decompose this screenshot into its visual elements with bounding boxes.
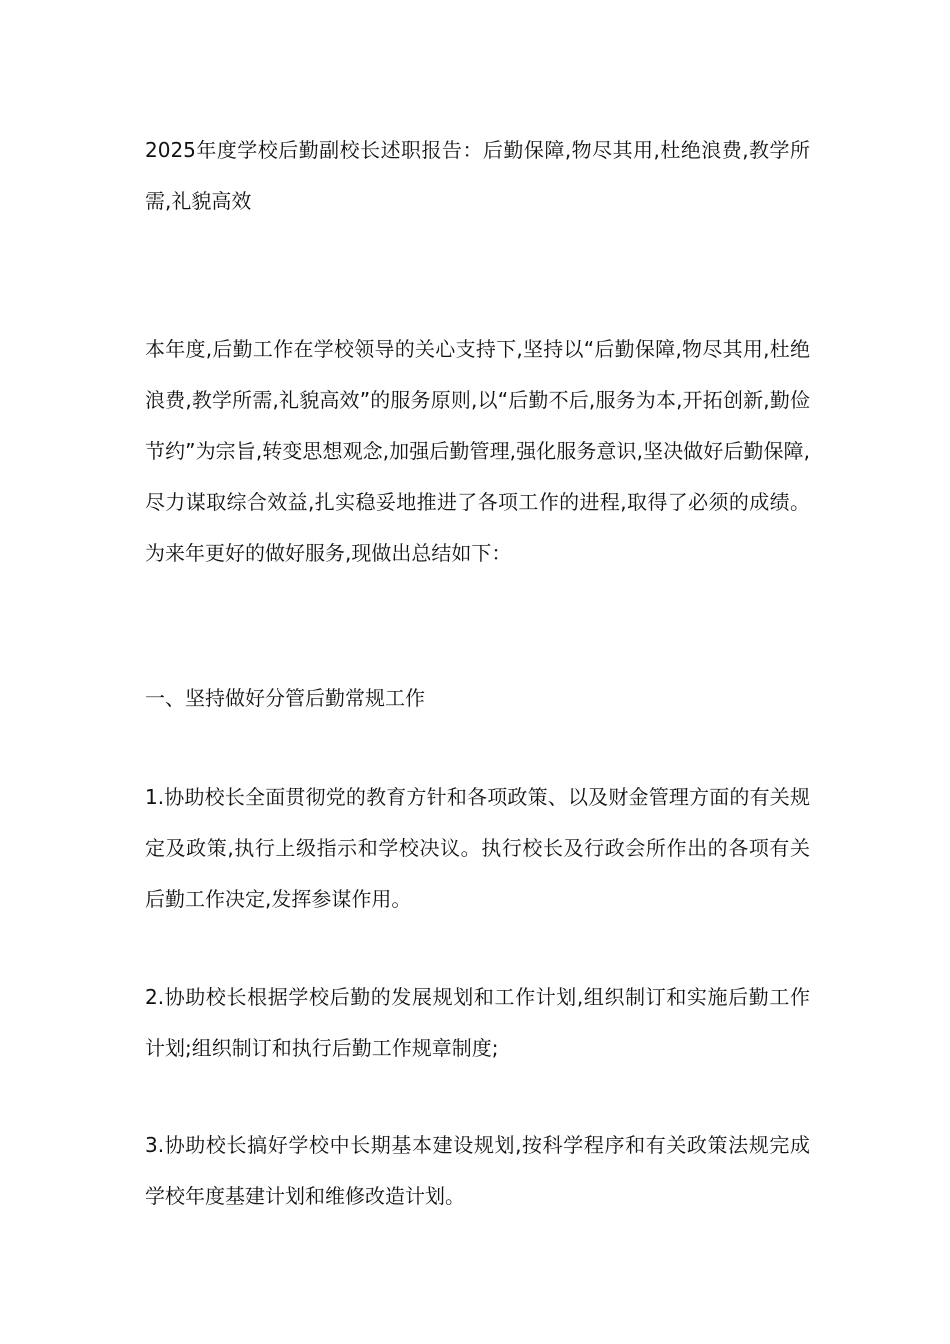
list-item: 1.协助校长全面贯彻党的教育方针和各项政策、以及财金管理方面的有关规定及政策,执行上级指示和学校决议。执行校长及行政会所作出的各项有关后勤工作决定,发挥参谋作用。: [145, 785, 810, 911]
intro-paragraph: 本年度,后勤工作在学校领导的关心支持下,坚持以“后勤保障,物尽其用,杜绝浪费,教学所需,礼貌高效”的服务原则,以“后勤不后,服务为本,开拓创新,勤俭节约”为宗旨,转变思想观念,加强后勤管理,强化服务意识,坚决做好后勤保障,尽力谋取综合效益,扎实稳妥地推进了各项工作的进程,取得了必须的成绩。为来年更好的做好服务,现做出总结如下：: [145, 337, 810, 565]
list-item: 2.协助校长根据学校后勤的发展规划和工作计划,组织制订和实施后勤工作计划;组织制订和执行后勤工作规章制度;: [145, 985, 810, 1060]
document-title: 2025年度学校后勤副校长述职报告：后勤保障,物尽其用,杜绝浪费,教学所需,礼貌高效: [145, 138, 810, 213]
list-item: 3.协助校长搞好学校中长期基本建设规划,按科学程序和有关政策法规完成学校年度基建计划和维修改造计划。: [145, 1133, 810, 1208]
section-heading: 一、坚持做好分管后勤常规工作: [145, 686, 425, 710]
